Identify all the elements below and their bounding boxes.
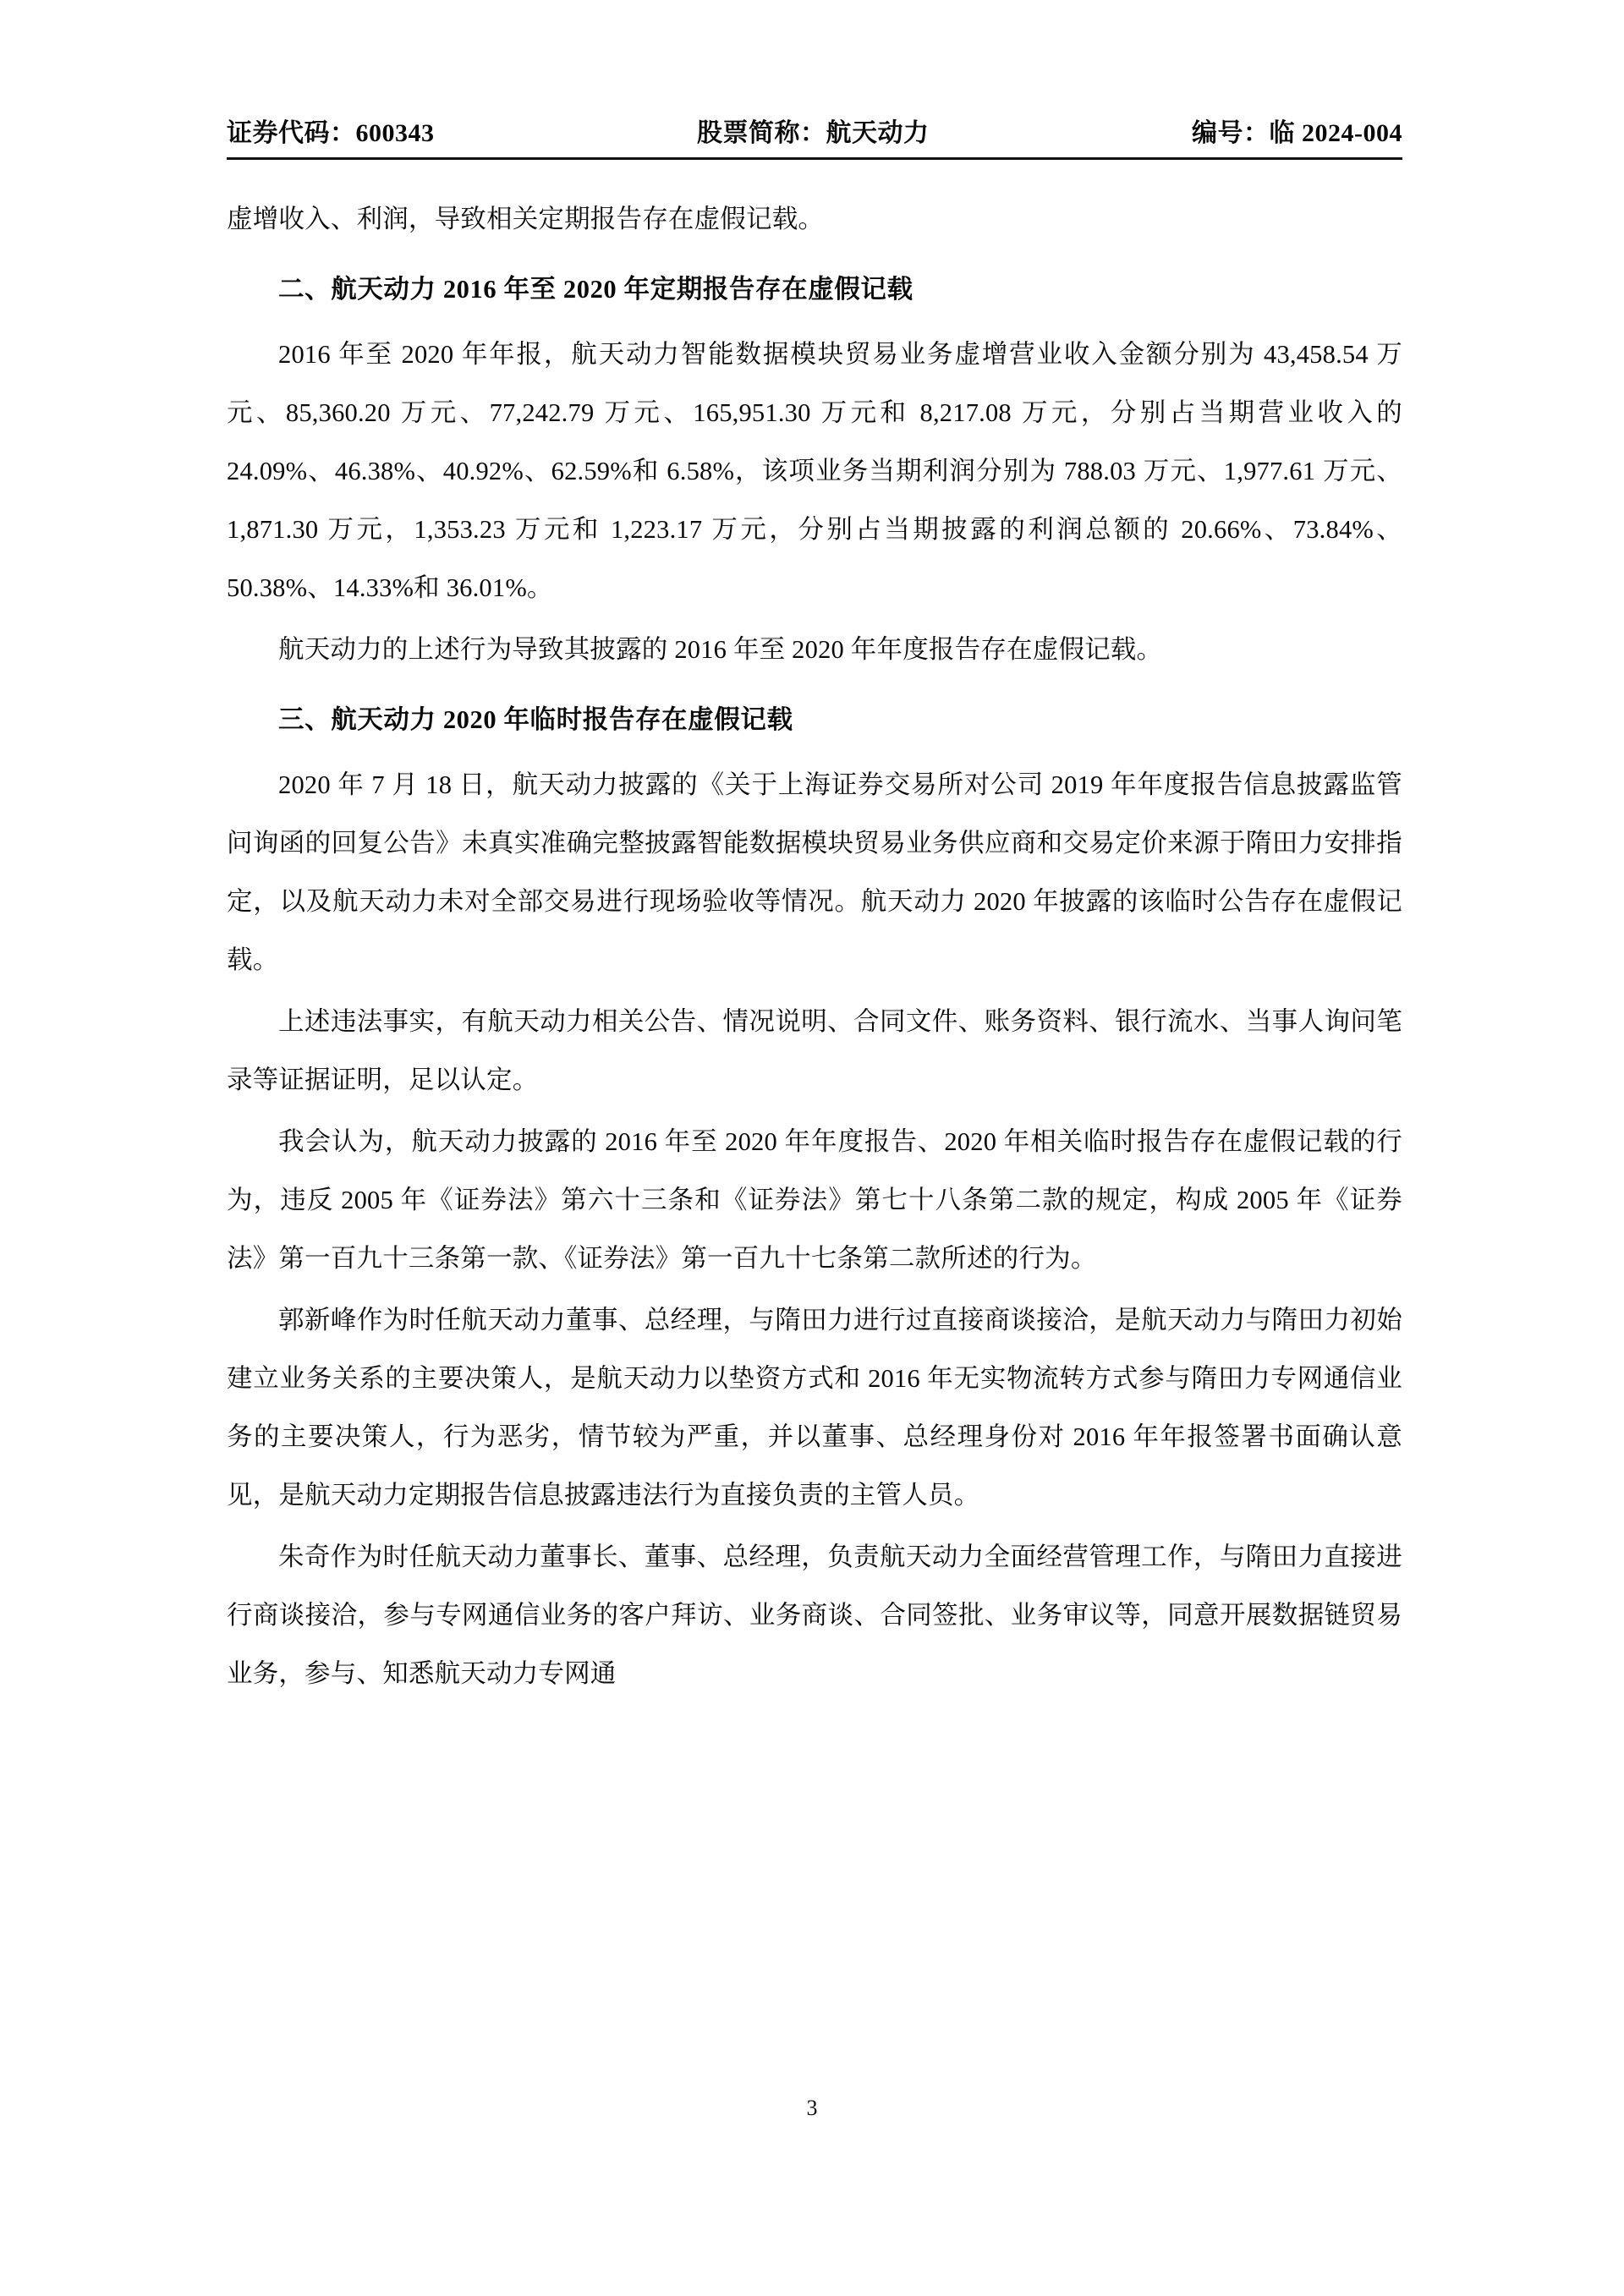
section-two-paragraph-1: 2016 年至 2020 年年报，航天动力智能数据模块贸易业务虚增营业收入金额分别为 43,458.54 万元、85,360.20 万元、77,242.79 万元、165,951.30 万元和 8,217.08 万元，分别占当期营业收入的 24.09%、46.38%、40.92%、62.59%和 6.58%，该项业务当期利润分别为 788.03 万元、1,977.61 万元、1,871.30 万元，1,353.23 万元和 1,223.17 万元，分别占当期披露的利润总额的 20.66%、73.84%、50.38%、14.33%和 36.01%。 <box>227 340 1402 602</box>
section-three-paragraph-2: 上述违法事实，有航天动力相关公告、情况说明、合同文件、账务资料、银行流水、当事人询问笔录等证据证明，足以认定。 <box>227 1007 1402 1094</box>
running-header <box>227 112 1402 156</box>
document-number: 编号：临 2024-004 <box>1192 119 1402 147</box>
stock-abbreviation: 股票简称：航天动力 <box>697 119 930 147</box>
section-three-paragraph-5: 朱奇作为时任航天动力董事长、董事、总经理，负责航天动力全面经营管理工作，与隋田力直接进行商谈接洽，参与专网通信业务的客户拜访、业务商谈、合同签批、业务审议等，同意开展数据链贸易业务，参与、知悉航天动力专网通 <box>227 1543 1402 1688</box>
section-three-paragraph-1: 2020 年 7 月 18 日，航天动力披露的《关于上海证券交易所对公司 2019 年年度报告信息披露监管问询函的回复公告》未真实准确完整披露智能数据模块贸易业务供应商和交易定价来源于隋田力安排指定，以及航天动力未对全部交易进行现场验收等情况。航天动力 2020 年披露的该临时公告存在虚假记载。 <box>227 770 1402 974</box>
section-two-paragraph-2: 航天动力的上述行为导致其披露的 2016 年至 2020 年年度报告存在虚假记载。 <box>278 635 1163 664</box>
continued-paragraph: 虚增收入、利润，导致相关定期报告存在虚假记载。 <box>227 205 825 233</box>
section-three-paragraph-4: 郭新峰作为时任航天动力董事、总经理，与隋田力进行过直接商谈接洽，是航天动力与隋田力初始建立业务关系的主要决策人，是航天动力以垫资方式和 2016 年无实物流转方式参与隋田力专网通信业务的主要决策人，行为恶劣，情节较为严重，并以董事、总经理身份对 2016 年年报签署书面确认意见，是航天动力定期报告信息披露违法行为直接负责的主管人员。 <box>227 1306 1402 1510</box>
page-number: 3 <box>806 2096 818 2120</box>
header-divider <box>227 157 1402 160</box>
security-code: 证券代码：600343 <box>227 119 435 147</box>
section-two-heading: 二、航天动力 2016 年至 2020 年定期报告存在虚假记载 <box>278 275 914 304</box>
section-three-heading: 三、航天动力 2020 年临时报告存在虚假记载 <box>278 705 793 734</box>
section-three-paragraph-3: 我会认为，航天动力披露的 2016 年至 2020 年年度报告、2020 年相关临时报告存在虚假记载的行为，违反 2005 年《证券法》第六十三条和《证券法》第七十八条第二款的规定，构成 2005 年《证券法》第一百九十三条第一款、《证券法》第一百九十七条第二款所述的行为。 <box>227 1127 1402 1273</box>
page-content <box>227 112 1402 1707</box>
